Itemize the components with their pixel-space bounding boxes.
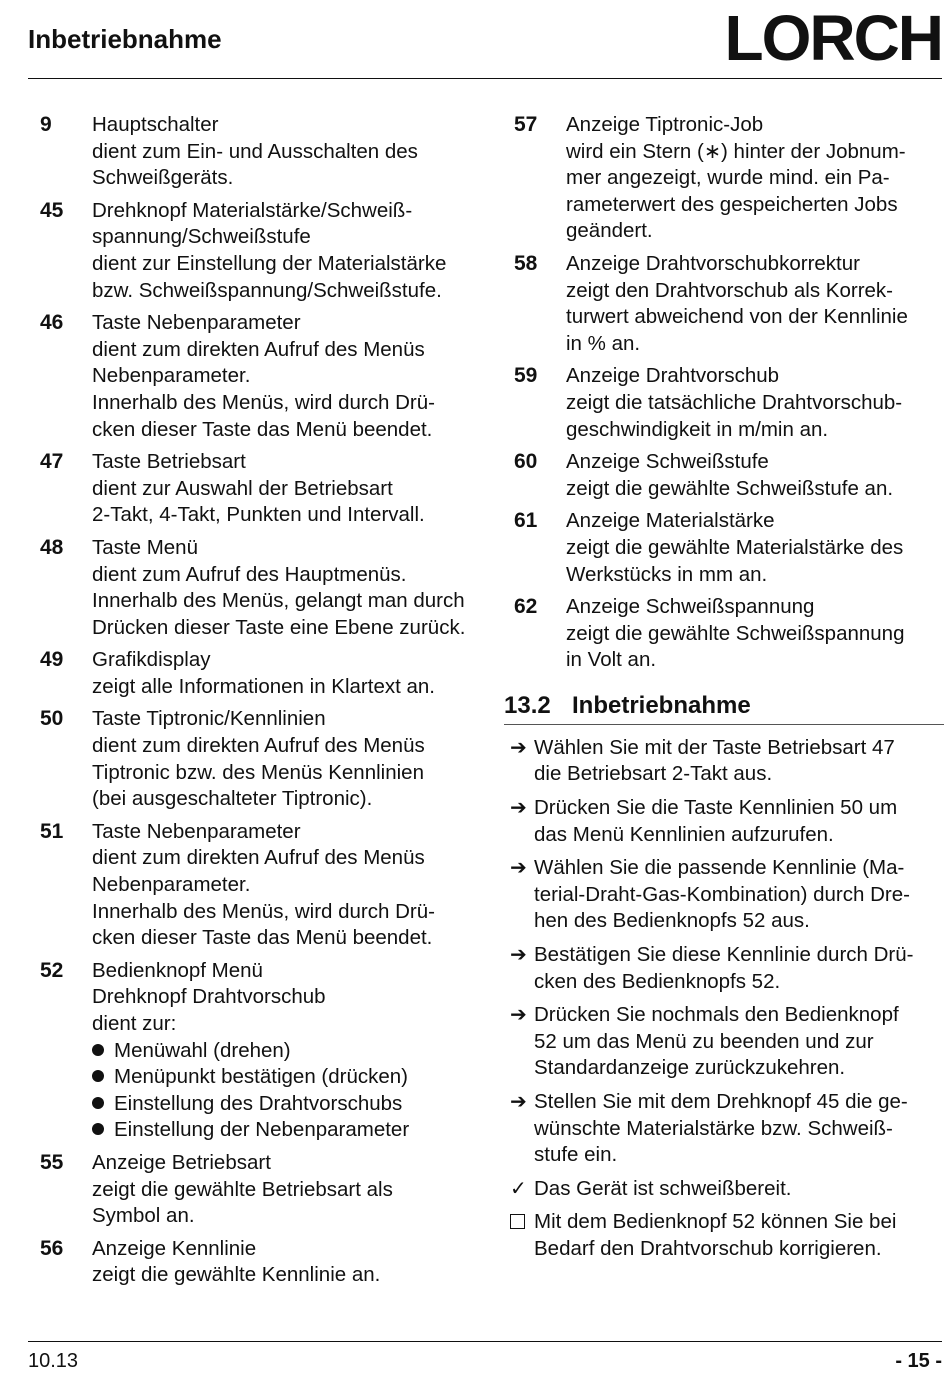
text-line: Innerhalb des Menüs, gelangt man durch (92, 589, 465, 613)
item-description (92, 819, 480, 952)
text-line: rameterwert des gespeicherten Jobs (566, 192, 898, 216)
text-line: zeigt die gewählte Schweißspannung (566, 621, 905, 645)
item-number: 49 (40, 648, 64, 672)
text-line: Drücken Sie die Taste Kennlinien 50 um (534, 796, 898, 820)
legend-entry (514, 363, 944, 443)
text-line: die Betriebsart 2-Takt aus. (534, 762, 773, 786)
legend-entry (40, 198, 480, 304)
item-number: 60 (514, 450, 538, 474)
item-number: 45 (40, 198, 64, 222)
text-line: das Menü Kennlinien aufzurufen. (534, 822, 834, 846)
text-line: Standardanzeige zurückzukehren. (534, 1056, 846, 1080)
bullet-item (92, 1064, 480, 1091)
text-line: Bestätigen Sie diese Kennlinie durch Drü- (534, 943, 914, 967)
item-description (92, 1236, 480, 1289)
instruction-step (510, 855, 944, 935)
item-description (92, 310, 480, 443)
step-symbol (510, 1209, 534, 1262)
section-heading (504, 692, 944, 725)
step-symbol (510, 942, 534, 995)
bullet-text: Menüpunkt bestätigen (drücken) (114, 1065, 409, 1089)
instruction-step (510, 942, 944, 995)
left-column (40, 112, 480, 1295)
legend-entry (514, 251, 944, 357)
text-line: dient zum Ein- und Ausschalten des (92, 139, 418, 163)
item-description (566, 508, 944, 588)
item-description (566, 363, 944, 443)
bullet-text: Einstellung der Nebenparameter (114, 1118, 410, 1142)
item-number: 46 (40, 311, 64, 335)
text-line: turwert abweichend von der Kennlinie (566, 305, 908, 329)
right-column (504, 112, 944, 1270)
item-description (92, 112, 480, 192)
step-symbol (510, 1002, 534, 1082)
text-line: dient zur Einstellung der Materialstärke (92, 251, 447, 275)
text-line: Taste Nebenparameter (92, 819, 301, 843)
checkbox-icon (510, 1214, 525, 1229)
bullet-dot-icon (92, 1044, 104, 1056)
text-line: Anzeige Drahtvorschubkorrektur (566, 251, 860, 275)
text-line: Anzeige Drahtvorschub (566, 364, 780, 388)
legend-entry (40, 1150, 480, 1230)
step-text (534, 1176, 944, 1203)
legend-entry (514, 449, 944, 502)
text-line: Nebenparameter. (92, 873, 251, 897)
footer-date: 10.13 (28, 1350, 79, 1372)
item-number: 59 (514, 364, 538, 388)
step-symbol (510, 855, 534, 935)
text-line: dient zum Aufruf des Hauptmenüs. (92, 562, 407, 586)
item-description (92, 706, 480, 812)
step-symbol (510, 735, 534, 788)
circled-arrow-icon: ➔ (510, 797, 527, 820)
step-symbol (510, 1089, 534, 1169)
text-line: wird ein Stern (∗) hinter der Jobnum- (566, 139, 906, 163)
text-line: dient zur Auswahl der Betriebsart (92, 476, 393, 500)
text-line: dient zum direkten Aufruf des Menüs (92, 734, 425, 758)
text-line: bzw. Schweißspannung/Schweißstufe. (92, 278, 442, 302)
legend-entry (40, 535, 480, 641)
page-number: - 15 - (895, 1350, 942, 1372)
legend-entry (40, 958, 480, 1144)
circled-arrow-icon: ➔ (510, 1004, 527, 1027)
text-line: geändert. (566, 219, 653, 243)
text-line: spannung/Schweißstufe (92, 225, 311, 249)
item-number: 61 (514, 509, 538, 533)
text-line: dient zum direkten Aufruf des Menüs (92, 337, 425, 361)
text-line: (bei ausgeschalteter Tiptronic). (92, 787, 373, 811)
bullet-dot-icon (92, 1123, 104, 1135)
bullet-item (92, 1038, 480, 1065)
text-line: Grafikdisplay (92, 648, 211, 672)
item-number: 52 (40, 958, 64, 982)
instruction-step (510, 1176, 944, 1203)
step-symbol (510, 795, 534, 848)
text-line: dient zur: (92, 1012, 177, 1035)
text-line: cken dieser Taste das Menü beendet. (92, 417, 433, 441)
legend-entry (514, 594, 944, 674)
legend-entry (514, 112, 944, 245)
text-line: 52 um das Menü zu beenden und zur (534, 1029, 874, 1053)
legend-entry (40, 819, 480, 952)
text-line: mer angezeigt, wurde mind. ein Pa- (566, 166, 890, 190)
step-text (534, 735, 944, 788)
instruction-step (510, 1209, 944, 1262)
text-line: Taste Nebenparameter (92, 311, 301, 335)
text-line: Anzeige Materialstärke (566, 509, 775, 533)
text-line: Innerhalb des Menüs, wird durch Drü- (92, 899, 435, 923)
item-number: 57 (514, 113, 538, 136)
instruction-step (510, 1089, 944, 1169)
item-number: 50 (40, 707, 64, 731)
circled-arrow-icon: ➔ (510, 736, 527, 759)
item-description (566, 594, 944, 674)
step-symbol (510, 1176, 534, 1203)
text-line: Tiptronic bzw. des Menüs Kennlinien (92, 760, 424, 784)
step-text (534, 942, 944, 995)
text-line: zeigt die gewählte Kennlinie an. (92, 1263, 381, 1287)
text-line: cken dieser Taste das Menü beendet. (92, 926, 433, 950)
step-text (534, 855, 944, 935)
item-number: 51 (40, 819, 64, 843)
section-title: Inbetriebnahme (572, 691, 751, 719)
text-line: Anzeige Schweißspannung (566, 595, 815, 619)
text-line: zeigt die gewählte Materialstärke des (566, 535, 904, 559)
instruction-steps (510, 735, 944, 1263)
text-line: Hauptschalter (92, 113, 219, 136)
bullet-item (92, 1091, 480, 1118)
text-line: Stellen Sie mit dem Drehknopf 45 die ge- (534, 1090, 908, 1113)
item-description (92, 198, 480, 304)
instruction-step (510, 795, 944, 848)
text-line: Bedienknopf Menü (92, 958, 263, 982)
item-number: 55 (40, 1150, 64, 1174)
item-number: 56 (40, 1236, 64, 1260)
text-line: dient zum direkten Aufruf des Menüs (92, 846, 425, 870)
instruction-step (510, 1002, 944, 1082)
text-line: geschwindigkeit in m/min an. (566, 417, 829, 441)
item-description (92, 647, 480, 700)
text-line: Bedarf den Drahtvorschub korrigieren. (534, 1236, 882, 1260)
instruction-step (510, 735, 944, 788)
text-line: Werkstücks in mm an. (566, 562, 768, 586)
page-footer (28, 1341, 942, 1372)
bullet-text: Menüwahl (drehen) (114, 1038, 291, 1062)
circled-arrow-icon: ➔ (510, 1091, 527, 1113)
text-line: Anzeige Schweißstufe (566, 450, 769, 474)
legend-entry (40, 310, 480, 443)
text-line: Nebenparameter. (92, 364, 251, 388)
circled-arrow-icon: ➔ (510, 944, 527, 967)
item-number: 48 (40, 535, 64, 559)
item-number: 58 (514, 251, 538, 275)
item-description (566, 251, 944, 357)
text-line: Drücken dieser Taste eine Ebene zurück. (92, 615, 466, 639)
text-line: stufe ein. (534, 1143, 618, 1167)
text-line: zeigt die gewählte Betriebsart als (92, 1177, 393, 1201)
item-description (92, 1150, 480, 1230)
item-number: 9 (40, 113, 52, 136)
text-line: cken des Bedienknopfs 52. (534, 969, 781, 993)
text-line: in % an. (566, 331, 641, 355)
text-line: in Volt an. (566, 648, 657, 672)
text-line: Mit dem Bedienknopf 52 können Sie bei (534, 1210, 897, 1234)
legend-entry (40, 706, 480, 812)
item-number: 47 (40, 450, 64, 474)
step-text (534, 1002, 944, 1082)
legend-entry (40, 1236, 480, 1289)
lorch-logo: LORCH (724, 2, 942, 74)
text-line: zeigt die tatsächliche Drahtvorschub- (566, 390, 903, 414)
text-line: Anzeige Kennlinie (92, 1236, 257, 1260)
checkmark-icon: ✓ (510, 1177, 527, 1200)
text-line: Anzeige Tiptronic-Job (566, 113, 764, 136)
text-line: 2-Takt, 4-Takt, Punkten und Intervall. (92, 503, 425, 527)
legend-entry (40, 647, 480, 700)
text-line: Drehknopf Drahtvorschub (92, 985, 326, 1009)
legend-entry (40, 449, 480, 529)
text-line: Wählen Sie mit der Taste Betriebsart 47 (534, 735, 895, 759)
step-text (534, 1209, 944, 1262)
text-line: Schweißgeräts. (92, 166, 234, 190)
step-text (534, 1089, 944, 1169)
text-line: terial-Draht-Gas-Kombination) durch Dre- (534, 882, 910, 906)
text-line: Symbol an. (92, 1204, 195, 1228)
text-line: Taste Betriebsart (92, 450, 246, 474)
item-description (92, 535, 480, 641)
item-description (566, 449, 944, 502)
text-line: Wählen Sie die passende Kennlinie (Ma- (534, 856, 905, 880)
section-number: 13.2 (504, 691, 551, 719)
step-text (534, 795, 944, 848)
bullet-text: Einstellung des Drahtvorschubs (114, 1091, 403, 1115)
item-description (92, 958, 480, 1144)
right-entries (514, 112, 944, 674)
legend-entry (40, 112, 480, 192)
bullet-dot-icon (92, 1097, 104, 1109)
text-line: Taste Menü (92, 535, 198, 559)
text-line: Taste Tiptronic/Kennlinien (92, 707, 326, 731)
bullet-dot-icon (92, 1070, 104, 1082)
text-line: zeigt die gewählte Schweißstufe an. (566, 476, 894, 500)
text-line: wünschte Materialstärke bzw. Schweiß- (534, 1116, 893, 1140)
item-description (566, 112, 944, 245)
text-line: Drehknopf Materialstärke/Schweiß- (92, 198, 413, 222)
page-title: Inbetriebnahme (28, 24, 222, 54)
text-line: zeigt den Drahtvorschub als Korrek- (566, 278, 894, 302)
text-line: Drücken Sie nochmals den Bedienknopf (534, 1003, 899, 1027)
text-line: zeigt alle Informationen in Klartext an. (92, 674, 435, 698)
text-line: Das Gerät ist schweißbereit. (534, 1176, 792, 1200)
circled-arrow-icon: ➔ (510, 857, 527, 880)
text-line: hen des Bedienknopfs 52 aus. (534, 909, 810, 933)
legend-entry (514, 508, 944, 588)
item-number: 62 (514, 595, 538, 619)
bullet-item (92, 1117, 480, 1144)
item-description (92, 449, 480, 529)
text-line: Anzeige Betriebsart (92, 1150, 271, 1174)
text-line: Innerhalb des Menüs, wird durch Drü- (92, 390, 435, 414)
page-header (28, 0, 942, 79)
